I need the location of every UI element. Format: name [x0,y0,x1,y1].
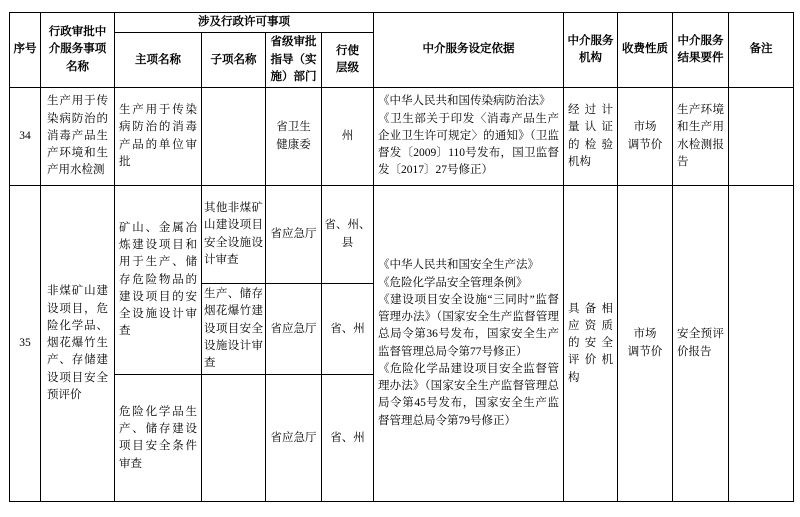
row35-basis-item-1: 《中华人民共和国安全生产法》 [378,259,539,272]
row34-basis-item-2: 《卫生部关于印发〈消毒产品生产企业卫生许可规定〉的通知》（卫监督发〔2009〕110号发布，国卫监督发〔2017〕27号修正） [378,112,559,177]
row35-basis [374,186,564,502]
row34-remarks [729,88,794,186]
row35-agency: 具备相应资质的安全评价机构 [564,186,618,502]
header-service-item: 行政审批中介服务事项名称 [41,13,115,88]
row34-fee-type [618,88,673,186]
row34-result-doc: 生产环境和生产用水检测报告 [673,88,729,186]
row35-basis-item-3: 《建设项目安全设施“三同时”监督管理办法》（国家安全生产监督管理总局令第36号发布，国家安全生产监督管理总局令第77号修正） [378,293,559,358]
row35-level-1: 省、州、县 [322,186,374,284]
row34-main-item: 生产用于传染病防治的消毒产品的单位审批 [115,88,202,186]
row34-level: 州 [322,88,374,186]
header-sub-item: 子项名称 [202,33,266,88]
header-department: 省级审批指导（实施）部门 [266,33,322,88]
row35-department-2: 省应急厅 [266,284,322,375]
approval-table [9,12,794,502]
row35-sub-item-2: 生产、储存烟花爆竹建设项目安全设施设计审查 [202,284,266,375]
row34-sub-item [202,88,266,186]
table-row-35-sub-1 [10,186,794,284]
header-fee-type: 收费性质 [618,13,673,88]
header-licensing-group: 涉及行政许可事项 [115,13,374,33]
row34-basis-item-1: 《中华人民共和国传染病防治法》 [378,95,551,108]
row35-remarks [729,186,794,502]
row34-agency: 经过计量认证的检验机构 [564,88,618,186]
row35-main-item-2: 危险化学品生产、储存建设项目安全条件审查 [115,375,202,502]
row34-department: 省卫生健康委 [266,88,322,186]
row35-department-3: 省应急厅 [266,375,322,502]
row35-fee-type [618,186,673,502]
row35-main-item-1: 矿山、金属冶炼建设项目和用于生产、储存危险物品的建设项目的安全设施设计审查 [115,186,202,375]
header-basis: 中介服务设定依据 [374,13,564,88]
row34-service-item: 生产用于传染病防治的消毒产品生产环境和生产用水检测 [41,88,115,186]
row35-fee-type-line-1: 市场 [633,328,657,341]
row35-sub-item-1: 其他非煤矿山建设项目安全设施设计审查 [202,186,266,284]
header-agency: 中介服务机构 [564,13,618,88]
row35-service-item: 非煤矿山建设项目，危险化学品、烟花爆竹生产、存储建设项目安全预评价 [41,186,115,502]
row35-sub-item-3 [202,375,266,502]
header-remarks: 备注 [729,13,794,88]
row34-serial: 34 [10,88,41,186]
header-row-1 [10,13,794,33]
row35-department-1: 省应急厅 [266,186,322,284]
row35-fee-type-line-2: 调节价 [627,345,663,358]
header-main-item: 主项名称 [115,33,202,88]
header-result-doc: 中介服务结果要件 [673,13,729,88]
row34-basis [374,88,564,186]
row35-level-3: 省、州 [322,375,374,502]
header-serial: 序号 [10,13,41,88]
row35-serial: 35 [10,186,41,502]
row34-fee-type-line-2: 调节价 [627,138,663,151]
header-level: 行使层级 [322,33,374,88]
row35-basis-item-4: 《危险化学品建设项目安全监督管理办法》（国家安全生产监督管理总局令第45号发布，国家安全生产监督管理总局令第79号修正） [378,362,559,427]
table-row-34 [10,88,794,186]
row35-basis-item-2: 《危险化学品安全管理条例》 [378,276,528,289]
row34-fee-type-line-1: 市场 [633,121,657,134]
row35-level-2: 省、州 [322,284,374,375]
row35-result-doc: 安全预评价报告 [673,186,729,502]
